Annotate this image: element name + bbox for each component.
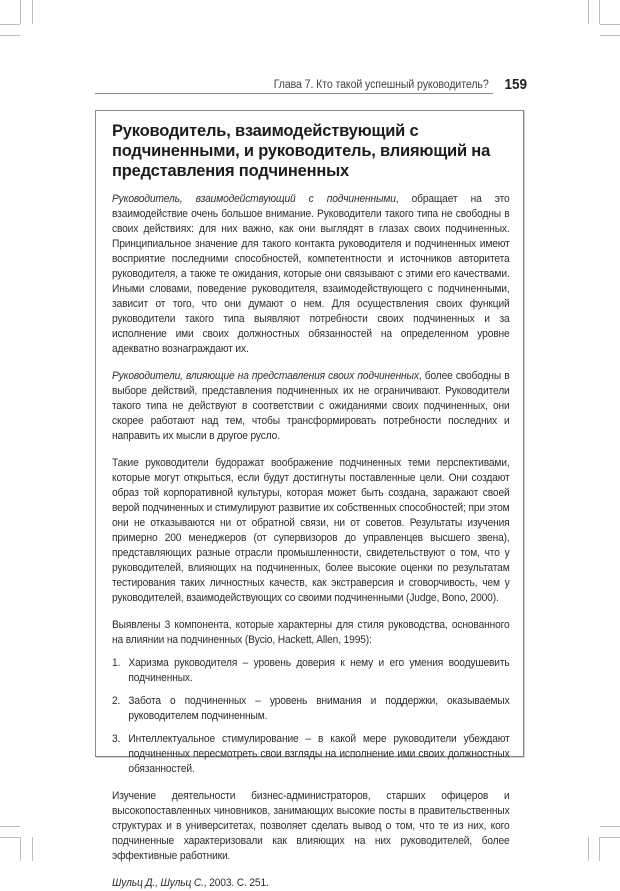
italic-lead: Руководители, влияющие на представления своих подчиненных bbox=[112, 370, 419, 382]
crop-mark-top-left bbox=[0, 35, 20, 36]
chapter-title: Глава 7. Кто такой успешный руководитель? bbox=[274, 79, 489, 91]
crop-mark-bottom-right bbox=[600, 826, 620, 827]
list-number: 2. bbox=[112, 695, 121, 707]
citation-authors: Шульц Д., Шульц С. bbox=[112, 877, 204, 889]
closing-paragraph: Изучение деятельности бизнес-администраторов, старших офицеров и высокопоставленных чиновников, занимающих высокие посты в правительственных структурах и в университетах, позволяет сделать вывод о том, что те из них, кого подчиненные характеризовали как влияющих на них руководителей, более эффективные работники. bbox=[112, 790, 510, 862]
crop-mark-top-right bbox=[600, 24, 620, 25]
component-list bbox=[112, 656, 510, 777]
crop-mark-top-right bbox=[588, 0, 589, 24]
crop-mark-bottom-right bbox=[599, 837, 600, 861]
list-text: Интеллектуальное стимулирование – в какой мере руководители убеждают подчиненных пересмотреть свои взгляды на исполнение ими своих должностных обязанностей. bbox=[128, 733, 510, 775]
list-item bbox=[112, 732, 510, 777]
crop-mark-bottom-left bbox=[0, 837, 20, 838]
italic-lead: Руководитель, взаимодействующий с подчиненными bbox=[112, 193, 396, 205]
running-head bbox=[95, 78, 527, 98]
paragraph-text: , обращает на это взаимодействие очень большое внимание. Руководители такого типа не свободны в своих действиях: для них важно, как они выглядят в глазах своих подчиненных. Принципиальное значение для такого контакта руководителя и подчиненных имеют восприятие последними способностей, компетентности и источников авторитета руководителя, а также те ожидания, которые они связывают с этими его качествами. Иными словами, поведение руководителя, взаимодействующего с подчиненными, зависит от того, что они думают о нем. Для осуществления своих функций руководители такого типа выявляют потребности своих подчиненных и за исполнение ими своих должностных обязанностей на определенном уровне адекватно вознаграждают их. bbox=[112, 193, 510, 355]
box-content bbox=[112, 121, 510, 891]
sidebar-box bbox=[95, 110, 524, 889]
list-item bbox=[112, 656, 510, 686]
paragraph-1 bbox=[112, 192, 510, 357]
list-item bbox=[112, 694, 510, 724]
paragraph-2 bbox=[112, 369, 510, 444]
list-text: Харизма руководителя – уровень доверия к нему и его умения воодушевить подчиненных. bbox=[128, 657, 510, 684]
paragraph-4: Выявлены 3 компонента, которые характерны для стиля руководства, основанного на влиянии на подчиненных (Bycio, Hackett, Allen, 1995): bbox=[112, 619, 510, 646]
box-heading: Руководитель, взаимодействующий с подчиненными, и руководитель, влияющий на представления подчиненных bbox=[112, 122, 491, 180]
citation-rest: , 2003. С. 251. bbox=[203, 877, 269, 889]
paragraph-3: Такие руководители будоражат воображение подчиненных теми перспективами, которые могут открыться, если будут достигнуты поставленные цели. Они создают образ той корпоративной культуры, которая может быть создана, заражают своей верой подчиненных и стимулируют развитие их собственных способностей; при этом они не отказываются ни от обратной связи, ни от советов. Результаты изучения примерно 200 менеджеров (от супервизоров до управленцев высшего звена), представляющих разные отрасли промышленности, свидетельствуют о том, что у руководителей, влияющих на подчиненных, более высокие оценки по результатам тестирования таких личностных качеств, как экстраверсия и сговорчивость, чем у руководителей, взаимодействующих со своими подчиненными (Judge, Bono, 2000). bbox=[112, 457, 510, 604]
crop-mark-top-left bbox=[0, 24, 20, 25]
crop-mark-top-left bbox=[32, 0, 33, 24]
paragraph-text: , более свободны в выборе действий, представления подчиненных их не ограничивают. Руководители такого типа не действуют в соответствии с ожиданиями своих подчиненных, они скорее работают над тем, чтобы трансформировать потребности последних и направить их мысли в другое русло. bbox=[112, 370, 510, 442]
crop-mark-bottom-right bbox=[600, 837, 620, 838]
page-number: 159 bbox=[504, 76, 527, 93]
crop-mark-top-right bbox=[599, 0, 600, 24]
crop-mark-top-left bbox=[20, 0, 21, 24]
list-text: Забота о подчиненных – уровень внимания и поддержки, оказываемых руководителем подчиненным. bbox=[128, 695, 510, 722]
list-number: 1. bbox=[112, 657, 121, 669]
crop-mark-bottom-right bbox=[588, 837, 589, 861]
list-number: 3. bbox=[112, 733, 121, 745]
crop-mark-bottom-left bbox=[0, 826, 20, 827]
crop-mark-top-right bbox=[600, 35, 620, 36]
header-rule bbox=[95, 93, 493, 94]
crop-mark-bottom-left bbox=[20, 837, 21, 861]
crop-mark-bottom-left bbox=[32, 837, 33, 861]
source-citation bbox=[112, 876, 510, 891]
